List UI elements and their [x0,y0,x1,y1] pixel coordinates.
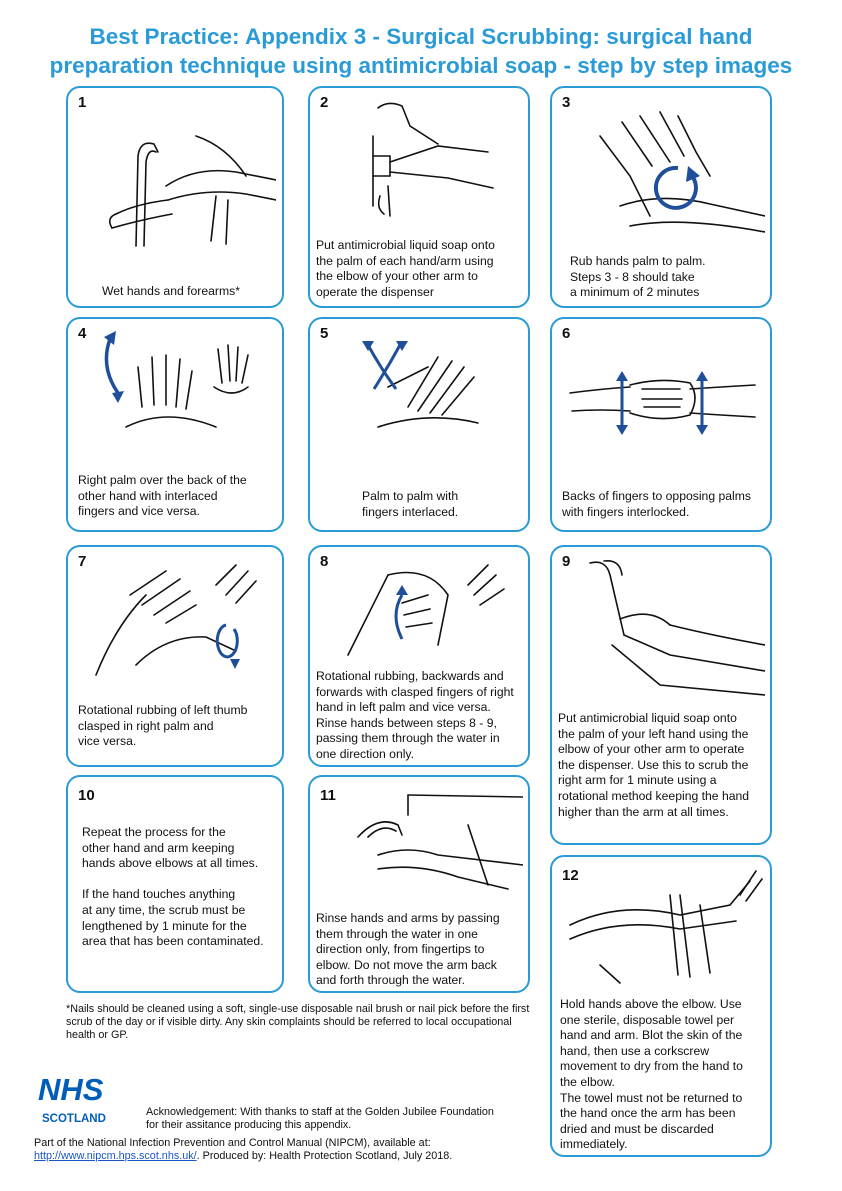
step-caption: Right palm over the back of the other hand with interlaced fingers and vice versa. [78,473,247,519]
step-number: 8 [320,553,329,570]
step-number: 11 [320,787,336,804]
step-card-6 [550,317,772,532]
step-number: 2 [320,94,329,111]
nhs-logo-icon [34,1068,122,1130]
nhs-scotland-logo [34,1068,122,1130]
step-number: 5 [320,325,329,342]
fingers-interlaced-icon [318,327,523,437]
step-card-8 [308,545,530,767]
logo-scotland-text: SCOTLAND [42,1113,106,1125]
arm-scrub-icon [560,555,765,705]
step-number: 1 [78,94,87,111]
step-number: 7 [78,553,87,570]
step-number: 12 [562,867,579,884]
step-card-1 [66,86,284,308]
step-caption: Hold hands above the elbow. Use one sterile, disposable towel per hand and arm. Blot the skin of the hand, then use a corkscrew movement to dry from the hand to the elbow. The towel must not be returned to the hand once the arm has been dried and must be discarded immediately. [560,997,743,1152]
step-number: 10 [78,787,95,804]
palm-over-back-icon [76,327,276,437]
acknowledgement: Acknowledgement: With thanks to staff at the Golden Jubilee Foundation for their assitance producing this appendix. [146,1106,494,1131]
step-number: 4 [78,325,87,342]
step-caption: Backs of fingers to opposing palms with fingers interlocked. [562,489,752,519]
step-number: 6 [562,325,571,342]
soap-dispenser-icon [318,96,523,236]
rinse-arms-icon [318,785,523,895]
step-caption: Put antimicrobial liquid soap onto the palm of each hand/arm using the elbow of your other arm to operate the dispenser [316,238,495,299]
step-card-10 [66,775,284,993]
page-title [0,22,842,80]
fingertips-rub-icon [318,555,523,665]
step-card-9 [550,545,772,845]
step-caption: Rotational rubbing, backwards and forwards with clasped fingers of right hand in left palm and vice versa. Rinse hands between steps 8 - 9, passing them through the water in one direction only. [316,669,514,761]
step-number: 9 [562,553,571,570]
fingers-interlocked-icon [560,327,765,447]
thumb-rub-icon [76,555,276,685]
step-card-12 [550,855,772,1157]
logo-nhs-text: NHS [38,1072,104,1107]
title-line-1: Best Practice: Appendix 3 - Surgical Scrubbing: surgical hand [89,24,753,49]
step-card-5 [308,317,530,532]
step-caption: Put antimicrobial liquid soap onto the palm of your left hand using the elbow of your other arm to operate the dispenser. Use this to scrub the right arm for 1 minute using a rotational method keeping the hand higher than the arm at all times. [558,711,750,819]
nipcm-reference: Part of the National Infection Prevention and Control Manual (NIPCM), available at: http://www.nipcm.hps.scot.nhs.uk/. Produced by: Health Protection Scotland, July 2018. [34,1137,453,1163]
step-caption: Rinse hands and arms by passing them through the water in one direction only, from fingertips to elbow. Do not move the arm back and forth through the water. [316,911,500,988]
step-caption: Wet hands and forearms* [102,284,240,298]
step-card-7 [66,545,284,767]
step-caption: Palm to palm with fingers interlaced. [362,489,459,519]
step-number: 3 [562,94,571,111]
step-caption: Repeat the process for the other hand and arm keeping hands above elbows at all times. If the hand touches anything at any time, the scrub must be lengthened by 1 minute for the area that has been contaminated. [82,825,264,949]
palm-to-palm-icon [560,96,765,246]
step-caption: Rub hands palm to palm. Steps 3 - 8 should take a minimum of 2 minutes [570,254,706,300]
step-card-4 [66,317,284,532]
step-card-3 [550,86,772,308]
step-card-11 [308,775,530,993]
step-caption: Rotational rubbing of left thumb clasped in right palm and vice versa. [78,703,248,749]
title-line-2: preparation technique using antimicrobial soap - step by step images [49,53,793,78]
step-card-2 [308,86,530,308]
nipcm-link[interactable]: http://www.nipcm.hps.scot.nhs.uk/ [34,1150,197,1163]
faucet-wet-hands-icon [76,96,276,266]
footnote: *Nails should be cleaned using a soft, single-use disposable nail brush or nail pick before the first scrub of the day or if visible dirty. Any skin complaints should be referred to local occupational health or GP. [66,1003,530,1042]
towel-dry-icon [560,865,765,985]
